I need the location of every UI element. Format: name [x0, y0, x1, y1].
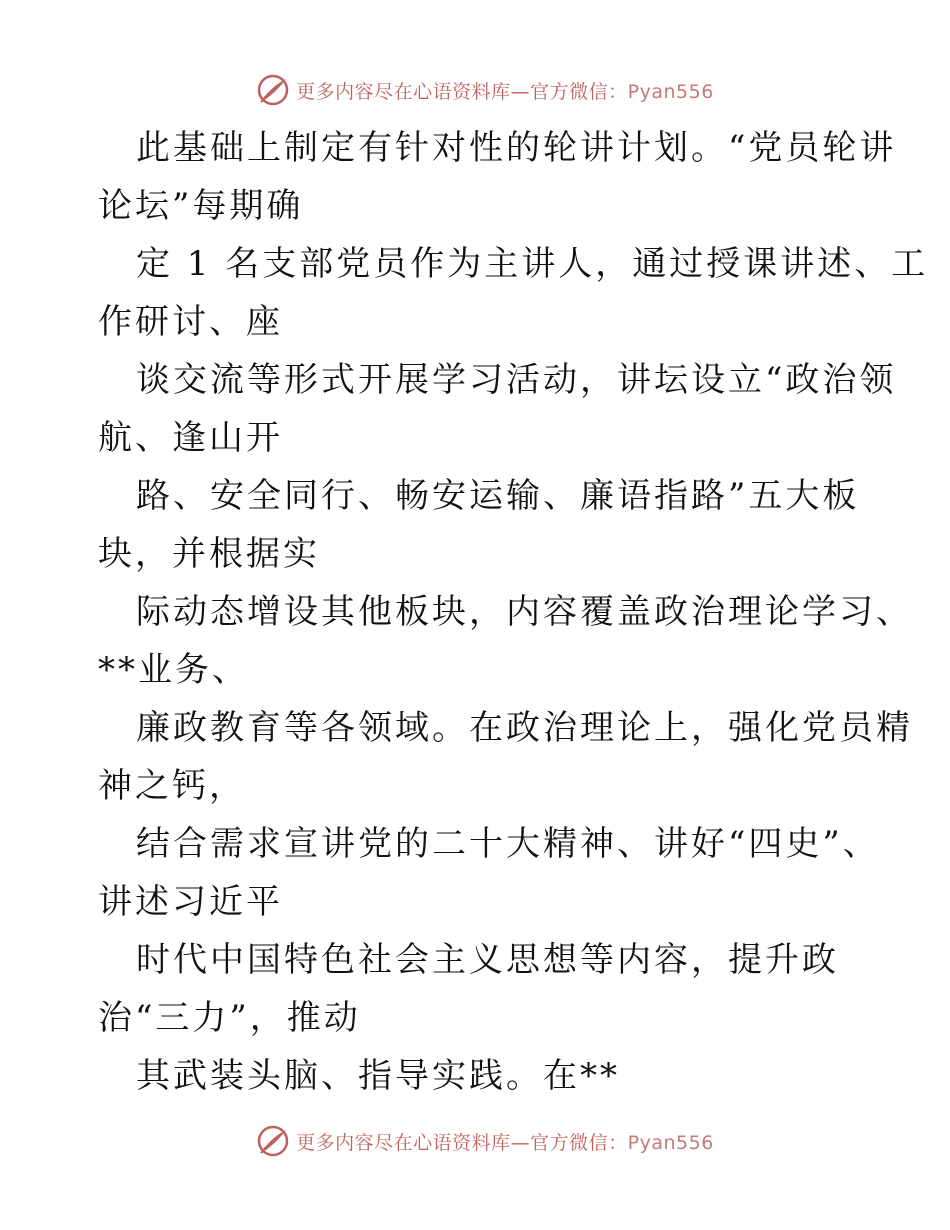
- quill-pen-logo-icon: [256, 1124, 290, 1158]
- text-line: 定 1 名支部党员作为主讲人，通过授课讲述、工: [136, 244, 929, 284]
- text-line: 其武装头脑、指导实践。在**: [136, 1056, 620, 1096]
- text-line: 廉政教育等各领域。在政治理论上，强化党员精: [136, 708, 913, 748]
- text-line: 神之钙，: [98, 766, 246, 806]
- text-line: 际动态增设其他板块，内容覆盖政治理论学习、: [136, 592, 913, 632]
- watermark-wechat-id: Pyan556: [627, 80, 714, 103]
- text-line: 结合需求宣讲党的二十大精神、讲好“四史”、: [136, 824, 880, 864]
- text-line: 谈交流等形式开展学习活动，讲坛设立“政治领: [136, 360, 897, 400]
- text-line: 时代中国特色社会主义思想等内容，提升政: [136, 940, 839, 980]
- text-line: 此基础上制定有针对性的轮讲计划。“党员轮讲: [136, 128, 897, 168]
- text-line: 讲述习近平: [98, 882, 283, 922]
- footer-watermark: [0, 1121, 950, 1161]
- text-line: **业务、: [98, 650, 249, 690]
- watermark-wechat-id: Pyan556: [627, 1131, 714, 1154]
- text-line: 航、逢山开: [98, 418, 283, 458]
- watermark-group: [256, 1124, 714, 1158]
- watermark-label: 更多内容尽在心语资料库—官方微信：: [296, 1131, 628, 1154]
- text-line: 论坛”每期确: [98, 186, 304, 226]
- text-line: 块，并根据实: [98, 534, 320, 574]
- text-line: 路、安全同行、畅安运输、廉语指路”五大板: [136, 476, 860, 516]
- text-line: 作研讨、座: [98, 302, 283, 342]
- watermark-label: 更多内容尽在心语资料库—官方微信：: [296, 80, 628, 103]
- watermark-text: [296, 1128, 714, 1155]
- text-line: 治“三力”，推动: [98, 998, 361, 1038]
